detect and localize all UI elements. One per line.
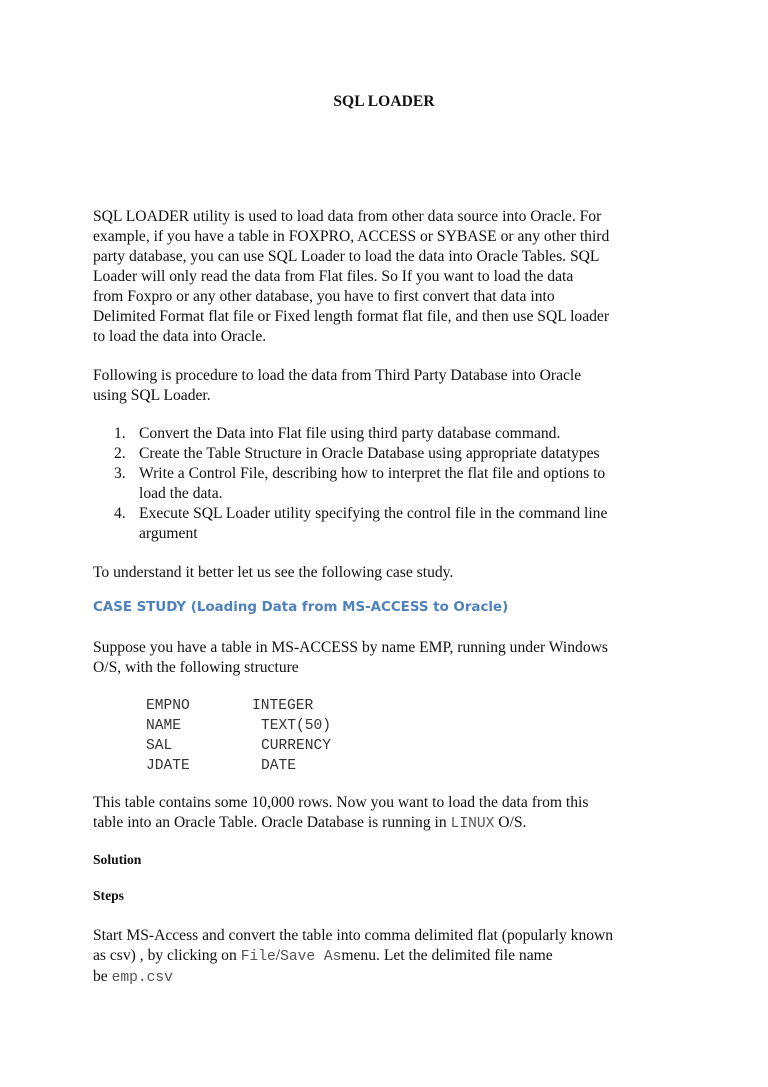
suppose-line: O/S, with the following structure xyxy=(93,659,299,676)
step-number: 4. xyxy=(114,505,126,522)
start-line-suffix: menu. Let the delimited file name xyxy=(341,947,553,964)
file-name: emp.csv xyxy=(111,970,173,986)
suppose-line: Suppose you have a table in MS-ACCESS by name EMP, running under Windows xyxy=(93,639,608,656)
rows-line-prefix: table into an Oracle Table. Oracle Database is running in xyxy=(93,814,451,831)
step-text: load the data. xyxy=(139,485,223,502)
intro-line: SQL LOADER utility is used to load data from other data source into Oracle. For xyxy=(93,208,602,225)
procedure-intro-paragraph xyxy=(93,366,688,406)
start-line: Start MS-Access and convert the table into comma delimited flat (popularly known xyxy=(93,927,614,944)
intro-line: to load the data into Oracle. xyxy=(93,328,267,345)
step-number: 2. xyxy=(114,445,126,462)
column-name: EMPNO xyxy=(146,698,190,714)
step-number: 1. xyxy=(114,425,126,442)
column-type: DATE xyxy=(261,758,297,774)
understand-paragraph xyxy=(93,563,688,583)
start-paragraph xyxy=(93,926,688,988)
case-study-heading: CASE STUDY (Loading Data from MS-ACCESS to Oracle) xyxy=(93,600,509,615)
rows-line: This table contains some 10,000 rows. Now you want to load the data from this xyxy=(93,794,589,811)
rows-paragraph xyxy=(93,793,688,834)
step-item xyxy=(114,464,694,504)
rows-line-suffix: O/S. xyxy=(494,814,527,831)
intro-line: example, if you have a table in FOXPRO, ACCESS or SYBASE or any other third xyxy=(93,228,610,245)
column-type: CURRENCY xyxy=(261,738,332,754)
column-name: NAME xyxy=(146,718,182,734)
solution-label: Solution xyxy=(93,852,142,867)
suppose-paragraph xyxy=(93,638,688,678)
intro-line: from Foxpro or any other database, you have to first convert that data into xyxy=(93,288,555,305)
column-type: INTEGER xyxy=(252,698,314,714)
steps-label: Steps xyxy=(93,888,124,903)
step-number: 3. xyxy=(114,465,126,482)
menu-separator: / xyxy=(275,947,281,964)
rows-line xyxy=(93,813,688,834)
menu-file: File xyxy=(240,949,276,965)
start-line xyxy=(93,967,688,988)
procedure-steps-list xyxy=(114,424,694,544)
start-line xyxy=(93,946,688,967)
intro-line: Delimited Format flat file or Fixed length format flat file, and then use SQL loader xyxy=(93,308,610,325)
start-line-prefix: be xyxy=(93,968,112,985)
step-text: Convert the Data into Flat file using third party database command. xyxy=(139,425,561,442)
column-name: SAL xyxy=(146,738,173,754)
step-item xyxy=(114,424,694,444)
column-name: JDATE xyxy=(146,758,190,774)
step-item xyxy=(114,504,694,544)
procedure-intro-line: using SQL Loader. xyxy=(93,387,211,404)
page-title: SQL LOADER xyxy=(333,93,435,110)
os-name: LINUX xyxy=(450,816,495,832)
procedure-intro-line: Following is procedure to load the data from Third Party Database into Oracle xyxy=(93,367,582,384)
menu-save-as: Save As xyxy=(280,949,342,965)
step-text: Write a Control File, describing how to interpret the flat file and options to xyxy=(139,465,606,482)
intro-line: Loader will only read the data from Flat files. So If you want to load the data xyxy=(93,268,574,285)
step-text: Create the Table Structure in Oracle Database using appropriate datatypes xyxy=(139,445,600,462)
step-text: Execute SQL Loader utility specifying the control file in the command line xyxy=(139,505,608,522)
start-line-prefix: as csv) , by clicking on xyxy=(93,947,241,964)
column-type: TEXT(50) xyxy=(261,718,332,734)
understand-line: To understand it better let us see the following case study. xyxy=(93,564,454,581)
step-item xyxy=(114,444,694,464)
step-text: argument xyxy=(139,525,198,542)
intro-line: party database, you can use SQL Loader to load the data into Oracle Tables. SQL xyxy=(93,248,600,265)
intro-paragraph xyxy=(93,207,688,347)
